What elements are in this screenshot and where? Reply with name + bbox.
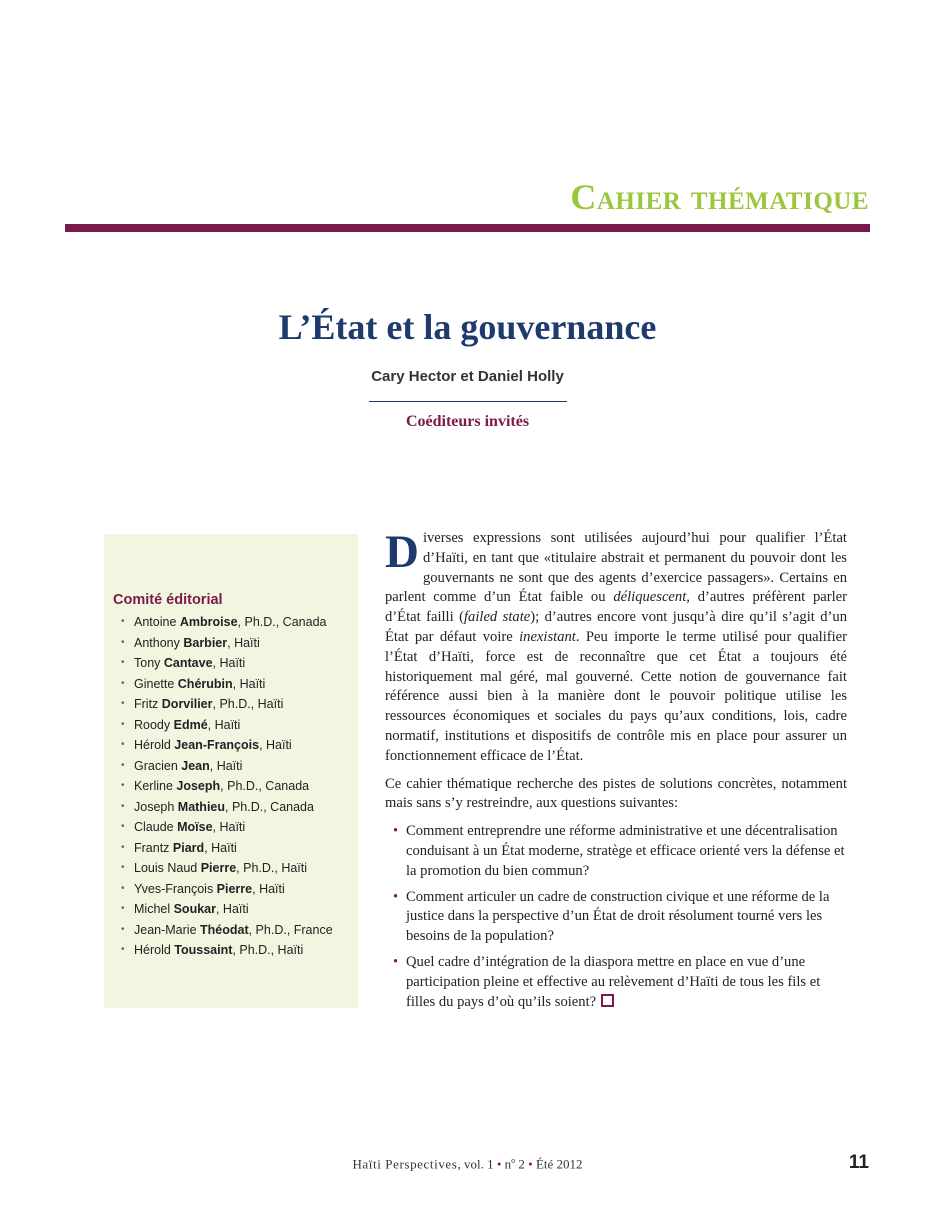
member-affiliation: , Ph.D., Canada xyxy=(220,779,310,793)
section-title: Cahier thématique xyxy=(570,177,869,217)
page-number: 11 xyxy=(848,1152,869,1173)
editorial-board-heading: Comité éditorial xyxy=(113,592,223,608)
article-title: L’État et la gouvernance xyxy=(278,307,657,347)
member-affiliation: , Haïti xyxy=(259,738,292,752)
paragraph-text: iverses expressions sont utilisées aujourd’hui pour qualifier l’État d’Haïti, en tant que «titulaire abstrait et permanent du pouvoir dont les gouvernants ne sont que des agents d’exercice passagers». Certains en parlent comme d’un État faible ou xyxy=(385,530,847,606)
board-member xyxy=(113,879,358,900)
member-affiliation: , Ph.D., Haïti xyxy=(212,697,284,711)
question-text: Comment entreprendre une réforme administrative et une décentralisation conduisant à un État moderne, stratège et efficace orienté vers la défense et la promotion du bien commun? xyxy=(406,823,845,879)
member-last-name: Pierre xyxy=(200,861,237,875)
member-affiliation: , Haïti xyxy=(207,717,241,732)
member-affiliation: , Haïti xyxy=(232,676,266,691)
questions-list xyxy=(385,822,847,1012)
drop-cap: D xyxy=(385,526,419,578)
member-first-name: Antoine xyxy=(134,615,180,629)
issue-superscript: o xyxy=(511,1156,516,1165)
board-member xyxy=(113,653,358,674)
member-affiliation: , Ph.D., Haïti xyxy=(236,861,308,875)
board-member xyxy=(113,920,358,941)
paragraph-text: , d’autres préfèrent parler d’État failli ( xyxy=(385,589,847,626)
member-first-name: Claude xyxy=(134,820,178,834)
journal-name: Haïti Perspectives xyxy=(352,1156,458,1172)
member-last-name: Barbier xyxy=(183,635,228,650)
page-footer xyxy=(0,1156,935,1172)
paragraph-text: ); d’autres encore vont jusqu’à dire qu’il s’agit d’un État par défaut voire xyxy=(385,609,848,645)
board-member xyxy=(113,838,358,859)
member-last-name: Cantave xyxy=(163,656,213,670)
italic-term: inexistant xyxy=(519,628,576,645)
member-affiliation: , Haïti xyxy=(227,635,260,650)
footer-separator: • xyxy=(496,1156,502,1172)
board-member xyxy=(113,858,358,879)
member-last-name: Jean xyxy=(181,758,210,773)
member-first-name: Jean-Marie xyxy=(134,922,200,937)
question-text: Comment articuler un cadre de construction civique et une réforme de la justice dans la perspective d’un État de droit résolument tourné vers les besoins de la population? xyxy=(406,888,830,945)
author-role: Coéditeurs invités xyxy=(405,413,530,430)
member-affiliation: , Ph.D., Canada xyxy=(225,799,314,814)
question-item xyxy=(385,888,847,947)
board-member xyxy=(113,633,358,654)
editorial-board-list xyxy=(113,612,358,961)
board-member xyxy=(113,776,358,797)
editorial-board-box xyxy=(104,534,358,1008)
issue-season: Été 2012 xyxy=(532,1156,583,1172)
question-item xyxy=(385,953,847,1012)
header-rule xyxy=(65,224,870,232)
member-last-name: Toussaint xyxy=(174,943,233,957)
member-first-name: Tony xyxy=(134,656,164,670)
board-member xyxy=(113,674,358,695)
member-first-name: Frantz xyxy=(134,840,173,855)
end-of-article-icon xyxy=(601,994,614,1007)
member-affiliation: , Haïti xyxy=(212,656,246,670)
question-item xyxy=(385,822,847,881)
journal-volume: , vol. 1 xyxy=(457,1156,497,1172)
member-first-name: Ginette xyxy=(134,676,178,691)
issue-number: 2 xyxy=(515,1156,529,1172)
member-last-name: Théodat xyxy=(200,922,249,937)
member-last-name: Ambroise xyxy=(179,615,238,629)
italic-term: déliquescent xyxy=(613,589,687,606)
board-member xyxy=(113,612,358,633)
member-last-name: Joseph xyxy=(176,779,221,793)
member-first-name: Gracien xyxy=(134,758,182,773)
footer-separator: • xyxy=(528,1156,533,1172)
member-affiliation: , Haïti xyxy=(215,902,249,916)
member-last-name: Jean-François xyxy=(174,738,260,752)
member-first-name: Kerline xyxy=(134,779,177,793)
article-authors: Cary Hector et Daniel Holly xyxy=(371,368,564,385)
italic-term: failed state xyxy=(463,609,531,626)
board-member xyxy=(113,715,358,736)
member-affiliation: , Haïti xyxy=(252,881,285,896)
article-body xyxy=(385,526,848,1018)
member-last-name: Edmé xyxy=(173,717,208,732)
member-first-name: Fritz xyxy=(134,697,162,711)
question-text: Quel cadre d’intégration de la diaspora mettre en place en vue d’une participation pleine et effective au relèvement d’Haïti de tous les fils et filles du pays d’où qu’ils soient? xyxy=(406,953,821,1010)
questions-intro: Ce cahier thématique recherche des pistes de solutions concrètes, notamment mais sans s’y restreindre, aux questions suivantes: xyxy=(385,775,847,812)
member-first-name: Michel xyxy=(134,902,174,916)
issue-label: n xyxy=(501,1156,512,1172)
member-first-name: Roody xyxy=(134,717,174,732)
title-divider xyxy=(369,401,567,402)
member-affiliation: , Haïti xyxy=(212,820,246,834)
member-first-name: Yves-François xyxy=(134,881,217,896)
member-affiliation: , Ph.D., France xyxy=(248,922,333,937)
member-affiliation: , Ph.D., Haïti xyxy=(232,943,304,957)
member-first-name: Hérold xyxy=(134,738,175,752)
board-member xyxy=(113,817,358,838)
paragraph-text: . Peu importe le terme utilisé pour qualifier l’État d’Haïti, force est de reconnaître que cet État a toujours été historiquement mal géré, mal gouverné. Cette notion de gouvernance fait référence aussi bien à la manière dont le pouvoir politique utilise les ressources économiques et sociales du pays qu’aux conditions, lois, cadre normatif, institutions et dispositifs de contrôle mis en place pour assurer un fonctionnement efficace de l’État. xyxy=(385,628,848,764)
board-member xyxy=(113,797,358,818)
member-last-name: Dorvilier xyxy=(161,697,213,711)
member-affiliation: , Ph.D., Canada xyxy=(237,615,327,629)
board-member xyxy=(113,756,358,777)
intro-paragraph xyxy=(385,526,848,767)
member-affiliation: , Haïti xyxy=(209,758,243,773)
member-last-name: Soukar xyxy=(173,902,216,916)
member-last-name: Moïse xyxy=(177,820,213,834)
member-first-name: Hérold xyxy=(134,943,175,957)
board-member xyxy=(113,735,358,756)
member-first-name: Louis Naud xyxy=(134,861,201,875)
member-last-name: Pierre xyxy=(216,881,253,896)
member-affiliation: , Haïti xyxy=(204,840,237,855)
member-first-name: Anthony xyxy=(134,635,184,650)
board-member xyxy=(113,940,358,961)
member-last-name: Mathieu xyxy=(177,799,226,814)
board-member xyxy=(113,899,358,920)
member-last-name: Piard xyxy=(172,840,205,855)
member-last-name: Chérubin xyxy=(177,676,233,691)
member-first-name: Joseph xyxy=(134,799,178,814)
board-member xyxy=(113,694,358,715)
